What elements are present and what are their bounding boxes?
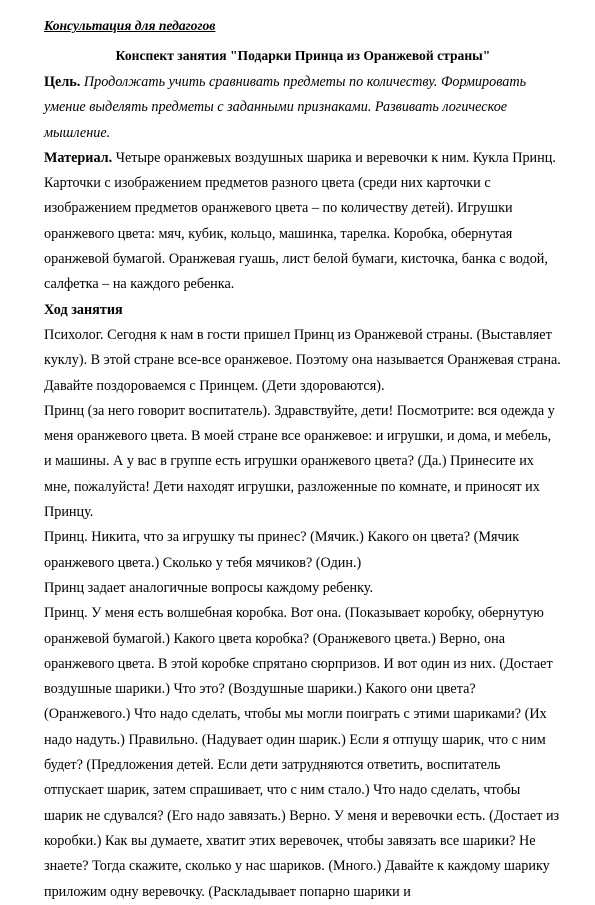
material-text: Четыре оранжевых воздушных шарика и веревочки к ним. Кукла Принц. Карточки с изображением предметов разного цвета (среди них карточки с изображением предметов оранжевого цвета – по количеству детей). Игрушки оранжевого цвета: мяч, кубик, кольцо, машинка, тарелка. Коробка, обернутая оранжевой бумагой. Оранжевая гуашь, лист белой бумаги, кисточка, банка с водой, салфетка – на каждого ребенка. — [44, 149, 556, 293]
paragraph-4: Принц задает аналогичные вопросы каждому ребенку. — [44, 579, 373, 596]
material-paragraph — [44, 146, 562, 298]
material-label: Материал. — [44, 149, 113, 166]
course-heading: Ход занятия — [44, 301, 123, 318]
paragraph-2: Принц (за него говорит воспитатель). Здравствуйте, дети! Посмотрите: вся одежда у меня оранжевого цвета. В моей стране все оранжевое: и игрушки, и дома, и мебель, и машины. А у вас в группе есть игрушки оранжевого цвета? (Да.) Принесите их мне, пожалуйста! Дети находят игрушки, разложенные по комнате, и приносят их Принцу. — [44, 402, 555, 521]
paragraph-3: Принц. Никита, что за игрушку ты принес? (Мячик.) Какого он цвета? (Мячик оранжевого цвета.) Сколько у тебя мячиков? (Один.) — [44, 529, 520, 571]
paragraph-1: Психолог. Сегодня к нам в гости пришел Принц из Оранжевой страны. (Выставляет куклу). В этой стране все-все оранжевое. Поэтому она называется Оранжевая страна. Давайте поздороваемся с Принцем. (Дети здороваются). — [44, 326, 561, 394]
document-header: Консультация для педагогов — [44, 18, 216, 33]
document-page — [44, 18, 562, 905]
paragraph-5: Принц. У меня есть волшебная коробка. Вот она. (Показывает коробку, обернутую оранжевой бумагой.) Какого цвета коробка? (Оранжевого цвета.) Верно, она оранжевого цвета. В этой коробке спрятано сюрпризов. И вот один из них. (Достает воздушные шарики.) Что это? (Воздушные шарики.) Какого они цвета? (Оранжевого.) Что надо сделать, чтобы мы могли поиграть с этими шариками? (Их надо надуть.) Правильно. (Надувает один шарик.) Если я отпущу шарик, что с ним будет? (Предложения детей. Если дети затрудняются ответить, воспитатель отпускает шарик, затем спрашивает, что с ним стало.) Что надо сделать, чтобы шарик не сдувался? (Его надо завязать.) Верно. У меня и веревочки есть. (Достает из коробки.) Как вы думаете, хватит этих веревочек, чтобы завязать все шарики? Не знаете? Тогда скажите, сколько у нас шариков. (Много.) Давайте к каждому шарику приложим одну веревочку. (Раскладывает попарно шарики и — [44, 605, 560, 900]
document-title: Конспект занятия "Подарки Принца из Оранжевой страны" — [115, 48, 491, 63]
goal-label: Цель. — [44, 74, 81, 90]
goal-paragraph — [44, 70, 562, 146]
goal-text: Продолжать учить сравнивать предметы по количеству. Формировать умение выделять предметы с заданными признаками. Развивать логическое мышление. — [44, 74, 527, 141]
